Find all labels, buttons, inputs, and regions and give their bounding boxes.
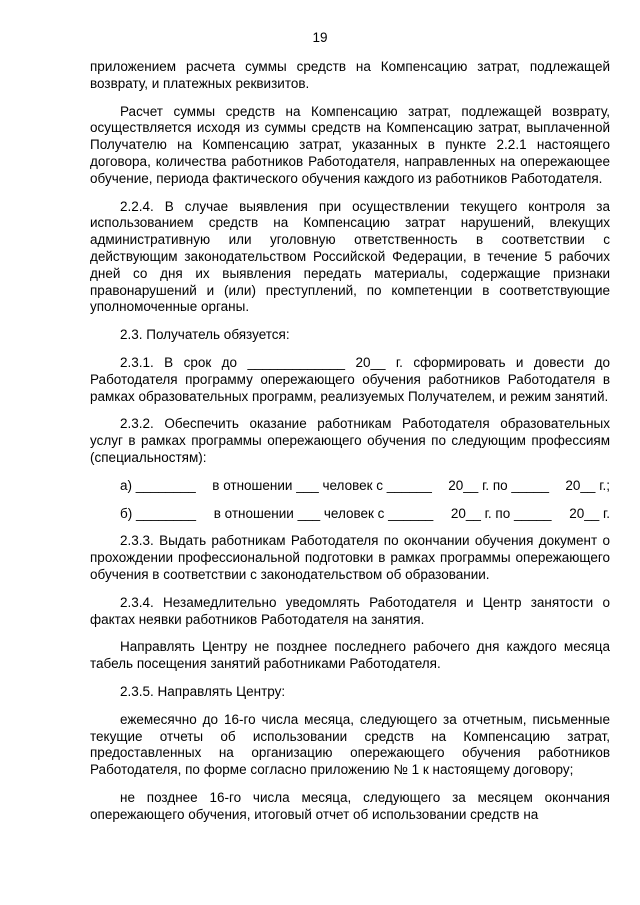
row-a-to: 20__ г.; bbox=[565, 477, 610, 493]
row-a-label: а) ________ bbox=[120, 477, 196, 493]
paragraph-2-2-4: 2.2.4. В случае выявления при осуществлении текущего контроля за использованием средств на Компенсацию затрат нарушений, влекущих административную или уголовную ответственность в соответствии с действующим законодательством Российской Федерации, в течение 5 рабочих дней со дня их выявления передать материалы, содержащие признаки правонарушений и (или) преступлений, по компетенции в соответствующие уполномоченные органы. bbox=[90, 198, 610, 315]
paragraph-attendance-report: Направлять Центру не позднее последнего рабочего дня каждого месяца табель посещения занятий работниками Работодателя. bbox=[90, 639, 610, 672]
row-a-from: 20__ г. по _____ bbox=[448, 477, 549, 493]
row-b-label: б) ________ bbox=[120, 505, 197, 521]
paragraph-final-report: не позднее 16-го числа месяца, следующего за месяцем окончания опережающего обучения, итоговый отчет об использовании средств на bbox=[90, 789, 610, 822]
row-b-count: в отношении ___ человек с ______ bbox=[213, 505, 434, 521]
row-b-from: 20__ г. по _____ bbox=[450, 505, 552, 521]
profession-row-a bbox=[90, 478, 610, 495]
document-body bbox=[90, 59, 610, 834]
paragraph-2-3-3: 2.3.3. Выдать работникам Работодателя по окончании обучения документ о прохождении профессиональной подготовки в рамках программы опережающего обучения в соответствии с законодательством об образовании. bbox=[90, 533, 610, 582]
paragraph-2-3-2: 2.3.2. Обеспечить оказание работникам Работодателя образовательных услуг в рамках программы опережающего обучения по следующим профессиям (специальностям): bbox=[90, 416, 610, 465]
row-a-count: в отношении ___ человек с ______ bbox=[212, 477, 432, 493]
profession-row-b bbox=[90, 506, 610, 523]
paragraph-2-3-1: 2.3.1. В срок до _____________ 20__ г. сформировать и довести до Работодателя программу опережающего обучения работников Работодателя в рамках образовательных программ, реализуемых Получателем, и режим занятий. bbox=[90, 354, 610, 404]
row-b-to: 20__ г. bbox=[569, 505, 610, 521]
paragraph-monthly-reports: ежемесячно до 16-го числа месяца, следующего за отчетным, письменные текущие отчеты об использовании средств на Компенсацию затрат, предоставленных на организацию опережающего обучения работников Работодателя, по форме согласно приложению № 1 к настоящему договору; bbox=[90, 711, 610, 778]
page-number: 19 bbox=[312, 30, 328, 45]
paragraph-2-3-4: 2.3.4. Незамедлительно уведомлять Работодателя и Центр занятости о фактах неявки работников Работодателя на занятия. bbox=[90, 594, 610, 627]
paragraph-2-3-5: 2.3.5. Направлять Центру: bbox=[120, 683, 286, 699]
paragraph-continuation: приложением расчета суммы средств на Компенсацию затрат, подлежащей возврату, и платежных реквизитов. bbox=[90, 59, 610, 91]
section-heading-2-3: 2.3. Получатель обязуется: bbox=[120, 327, 290, 343]
paragraph-refund-calculation: Расчет суммы средств на Компенсацию затрат, подлежащей возврату, осуществляется исходя из суммы средств на Компенсацию затрат, выплаченной Получателю на Компенсацию затрат, указанных в пункте 2.2.1 настоящего договора, количества работников Работодателя, направленных на опережающее обучение, периода фактического обучения каждого из работников Работодателя. bbox=[90, 103, 610, 186]
